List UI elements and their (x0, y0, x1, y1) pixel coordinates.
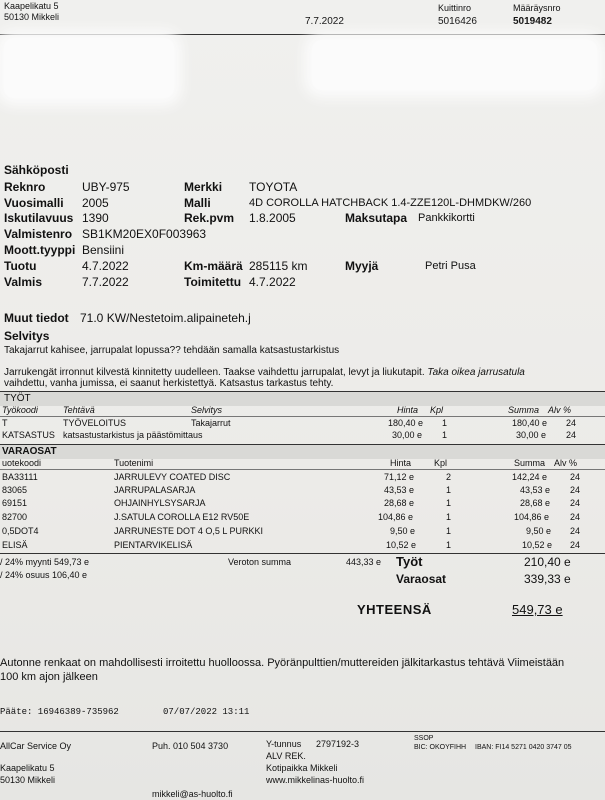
myyja-value: Petri Pusa (425, 260, 476, 272)
tyot-section-band (0, 392, 605, 406)
valmistenro-value: SB1KM20EX0F003963 (82, 227, 207, 241)
company-name: AllCar Service Oy (0, 741, 72, 751)
table-row (0, 418, 605, 430)
varaosat-header-vat: Alv % (554, 458, 578, 468)
valmistenro-label: Valmistenro (4, 227, 73, 241)
ytunnus-label: Y-tunnus (266, 739, 302, 749)
reknro-label: Reknro (4, 180, 46, 194)
iskutilavuus-value: 1390 (82, 211, 109, 225)
footer-note-2: 100 km ajon jälkeen (0, 671, 98, 683)
kmmaara-label: Km-määrä (184, 259, 243, 273)
varaosat-row-4-price: 104,86 e (378, 512, 414, 522)
kuittinro-value: 5016426 (438, 16, 477, 27)
company-phone: Puh. 010 504 3730 (152, 741, 229, 751)
muut-tiedot-label: Muut tiedot (4, 311, 69, 325)
ssop-label: SSOP (414, 735, 434, 742)
sahkoposti-label: Sähköposti (4, 163, 69, 177)
varaosat-row-2-price: 43,53 e (384, 485, 415, 495)
work-description-text: Jarrukengät irronnut kilvestä kinnitetty uudelleen. Taakse vaihdettu jarrupalat, levyt ja liukutapit. (4, 367, 425, 378)
header-address-1: Kaapelikatu 5 (4, 1, 59, 11)
ytunnus-value: 2797192-3 (316, 739, 360, 749)
tyot-header-vat: Alv % (548, 405, 572, 415)
table-row (0, 540, 605, 552)
varaosat-row-1-code: BA33111 (2, 472, 38, 482)
terminal-id: Pääte: 16946389-735962 (0, 707, 119, 717)
varaosat-row-1-qty: 2 (446, 472, 452, 482)
muut-tiedot-value: 71.0 KW/Nestetoim.alipaineteh.j (80, 311, 251, 325)
maaraysnro-label: Määräysnro (513, 3, 561, 13)
website-link[interactable]: www.mikkelinas-huolto.fi (266, 775, 365, 785)
varaosat-section-band (0, 445, 605, 459)
tyot-total-value: 210,40 e (524, 555, 571, 569)
email-link[interactable]: mikkeli@as-huolto.fi (152, 789, 233, 799)
alv-rek: ALV REK. (266, 751, 306, 761)
merkki-value: TOYOTA (249, 180, 298, 194)
redacted-area-left (4, 38, 174, 98)
header-address-2: 50130 Mikkeli (4, 12, 60, 22)
selvitys-text: Takajarrut kahisee, jarrupalat lopussa?? tehdään samalla katsastustarkistus (4, 345, 340, 356)
varaosat-row-3-name: OHJAINHYLSYSARJA (114, 498, 206, 508)
varaosat-row-2-qty: 1 (446, 485, 452, 495)
varaosat-title: VARAOSAT (2, 446, 57, 457)
varaosat-row-5-code: 0,5DOT4 (2, 526, 39, 536)
tyot-row-2-code: KATSASTUS (2, 430, 55, 440)
moottyyppi-label: Moott.tyyppi (4, 243, 76, 257)
malli-label: Malli (184, 196, 211, 210)
moottyyppi-value: Bensiini (82, 243, 125, 257)
varaosat-row-6-price: 10,52 e (386, 540, 417, 550)
varaosat-row-5-sum: 9,50 e (526, 526, 552, 536)
varaosat-header-code: uotekoodi (2, 458, 42, 468)
tyot-row-1-desc: Takajarrut (191, 418, 231, 428)
varaosat-row-6-code: ELISÄ (2, 540, 28, 550)
merkki-label: Merkki (184, 180, 223, 194)
kotipaikka: Kotipaikka Mikkeli (266, 763, 338, 773)
varaosat-row-2-code: 83065 (2, 485, 28, 495)
tyot-row-1-task: TYÖVELOITUS (63, 418, 127, 428)
bic: BIC: OKOYFIHH (414, 744, 467, 751)
rekpvm-value: 1.8.2005 (249, 211, 296, 225)
vuosimalli-value: 2005 (82, 196, 109, 210)
vat-share: / 24% osuus 106,40 e (0, 570, 88, 580)
table-row (0, 472, 605, 484)
veroton-value: 443,33 e (346, 557, 382, 567)
rekpvm-label: Rek.pvm (184, 211, 235, 225)
varaosat-total-label: Varaosat (396, 572, 447, 586)
valmis-label: Valmis (4, 275, 43, 289)
tyot-header-task: Tehtävä (63, 405, 95, 415)
tyot-header-desc: Selvitys (191, 405, 223, 415)
varaosat-row-6-vat: 24 (570, 540, 581, 550)
varaosat-header-qty: Kpl (434, 458, 448, 468)
iskutilavuus-label: Iskutilavuus (4, 211, 74, 225)
footer-address-1: Kaapelikatu 5 (0, 763, 55, 773)
varaosat-row-1-vat: 24 (570, 472, 581, 482)
tyot-row-1-sum: 180,40 e (512, 418, 548, 428)
yhteensa-value: 549,73 e (512, 602, 563, 617)
maksutapa-value: Pankkikortti (418, 212, 475, 224)
table-row (0, 485, 605, 497)
varaosat-row-6-qty: 1 (446, 540, 452, 550)
maaraysnro-value: 5019482 (513, 16, 552, 27)
work-description-line-1 (4, 367, 525, 378)
header-divider (0, 34, 605, 35)
varaosat-header-divider (0, 469, 605, 470)
varaosat-row-3-vat: 24 (570, 498, 581, 508)
maksutapa-label: Maksutapa (345, 211, 408, 225)
tyot-row-2-vat: 24 (566, 430, 577, 440)
table-row (0, 498, 605, 510)
varaosat-header-sum: Summa (514, 458, 546, 468)
totals-divider (0, 553, 605, 554)
tyot-row-1-vat: 24 (566, 418, 577, 428)
varaosat-row-2-sum: 43,53 e (520, 485, 551, 495)
table-row (0, 526, 605, 538)
varaosat-row-4-name: J.SATULA COROLLA E12 RV50E (114, 512, 250, 522)
vuosimalli-label: Vuosimalli (4, 196, 64, 210)
tyot-header-qty: Kpl (430, 405, 444, 415)
varaosat-total-value: 339,33 e (524, 572, 571, 586)
tyot-header-sum: Summa (508, 405, 540, 415)
tyot-row-2-qty: 1 (442, 430, 448, 440)
varaosat-row-5-price: 9,50 e (390, 526, 416, 536)
varaosat-row-4-qty: 1 (446, 512, 452, 522)
footer-divider (0, 731, 605, 732)
tyot-row-1-code: T (2, 418, 8, 428)
tyot-header-divider (0, 416, 605, 417)
varaosat-row-3-sum: 28,68 e (520, 498, 551, 508)
tyot-row-2-sum: 30,00 e (516, 430, 547, 440)
redacted-area-right (312, 40, 597, 90)
iban: IBAN: FI14 5271 0420 3747 05 (475, 744, 572, 751)
table-row (0, 430, 605, 442)
varaosat-row-1-sum: 142,24 e (512, 472, 548, 482)
varaosat-header-name: Tuotenimi (114, 458, 154, 468)
footer-address-2: 50130 Mikkeli (0, 775, 56, 785)
tyot-total-label: Työt (396, 554, 423, 569)
varaosat-row-5-name: JARRUNESTE DOT 4 O,5 L PURKKI (114, 526, 264, 536)
tyot-row-2-price: 30,00 e (392, 430, 423, 440)
varaosat-row-5-vat: 24 (570, 526, 581, 536)
varaosat-row-1-name: JARRULEVY COATED DISC (114, 472, 231, 482)
varaosat-row-5-qty: 1 (446, 526, 452, 536)
toimitettu-label: Toimitettu (184, 275, 242, 289)
varaosat-row-6-name: PIENTARVIKELISÄ (114, 540, 193, 550)
work-description-italic: Taka oikea jarrusatula (427, 367, 525, 378)
varaosat-row-4-vat: 24 (570, 512, 581, 522)
work-description-line-2: vaihdettu, vanha jumissa, ei saanut herkistettyä. Katsastus tarkastus tehty. (4, 378, 334, 389)
reknro-value: UBY-975 (82, 180, 130, 194)
malli-value: 4D COROLLA HATCHBACK 1.4-ZZE120L-DHMDKW/260 (249, 197, 532, 209)
footer-note-1: Autonne renkaat on mahdollisesti irroitettu huolloossa. Pyöränpulttien/muttereiden jälkitarkastus tehtävä Viimeistään (0, 657, 565, 669)
tyot-row-2-task: katsastustarkistus ja päästömittaus (63, 430, 203, 440)
vat-sales: / 24% myynti 549,73 e (0, 557, 90, 567)
valmis-value: 7.7.2022 (82, 275, 129, 289)
varaosat-row-6-sum: 10,52 e (522, 540, 553, 550)
kmmaara-value: 285115 km (249, 259, 308, 273)
varaosat-row-3-code: 69151 (2, 498, 28, 508)
tyot-row-1-price: 180,40 e (388, 418, 424, 428)
varaosat-header-price: Hinta (390, 458, 412, 468)
varaosat-row-2-name: JARRUPALASARJA (114, 485, 196, 495)
tyot-header-price: Hinta (397, 405, 419, 415)
varaosat-row-4-code: 82700 (2, 512, 28, 522)
yhteensa-label: YHTEENSÄ (357, 602, 432, 617)
veroton-label: Veroton summa (228, 557, 292, 567)
table-row (0, 512, 605, 524)
varaosat-row-3-price: 28,68 e (384, 498, 415, 508)
toimitettu-value: 4.7.2022 (249, 275, 296, 289)
varaosat-row-4-sum: 104,86 e (514, 512, 550, 522)
tyot-row-1-qty: 1 (442, 418, 448, 428)
myyja-label: Myyjä (345, 259, 379, 273)
tyot-title: TYÖT (4, 393, 31, 404)
tyot-header-code: Työkoodi (2, 405, 38, 415)
varaosat-row-1-price: 71,12 e (384, 472, 415, 482)
header-date: 7.7.2022 (305, 16, 344, 27)
selvitys-label: Selvitys (4, 329, 50, 343)
varaosat-row-3-qty: 1 (446, 498, 452, 508)
terminal-time: 07/07/2022 13:11 (163, 707, 250, 717)
tuotu-value: 4.7.2022 (82, 259, 129, 273)
kuittinro-label: Kuittinro (438, 3, 472, 13)
varaosat-row-2-vat: 24 (570, 485, 581, 495)
tuotu-label: Tuotu (4, 259, 37, 273)
